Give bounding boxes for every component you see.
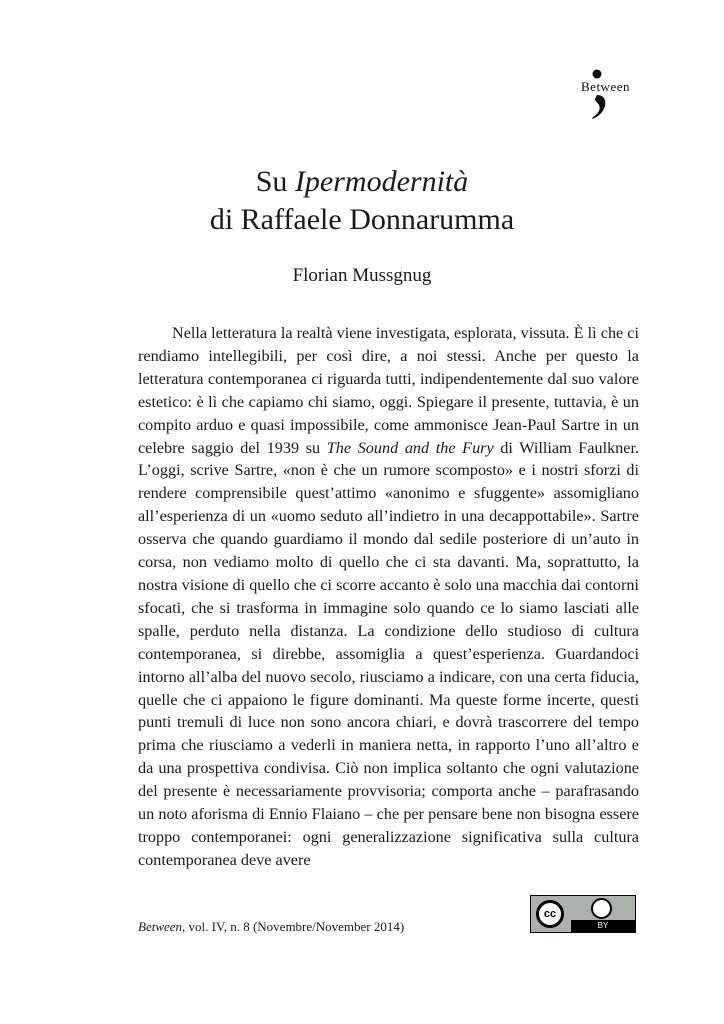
- author-name: Florian Mussgnug: [292, 265, 432, 286]
- article-title: [0, 163, 724, 239]
- journal-name: Between,: [138, 919, 186, 934]
- journal-logo: [576, 68, 642, 120]
- paragraph-text-1: Nella letteratura la realtà viene investigata, esplorata, vissuta. È lì che ci rendiamo intellegibili, per così dire, a noi stessi. Anche per questo la letteratura contemporanea ci riguarda tutti, indipendentemente dal suo valore estetico: è lì che capiamo chi siamo, oggi. Spiegare il presente, tuttavia, è un compito arduo e quasi impossibile, come ammonisce Jean-Paul Sartre in un celebre saggio del 1939 su: [138, 324, 639, 457]
- paragraph-text-2: di William Faulkner. L’oggi, scrive Sartre, «non è che un rumore scomposto» e i nostri sforzi di rendere comprensibile quest’attimo «anonimo e sfuggente» assomigliano all’esperienza di un «uomo seduto all’indietro in una decappottabile». Sartre osserva che quando guardiamo il mondo dal sedile posteriore di un’auto in corsa, non vediamo molto di quello che ci sta davanti. Ma, soprattutto, la nostra visione di quello che ci scorre accanto è solo una macchia dai contorni sfocati, che si trasforma in immagine solo quando ce lo siamo lasciati alle spalle, perduto nella distanza. La condizione dello studioso di cultura contemporanea, si direbbe, assomiglia a quest’esperienza. Guardandoci intorno all’alba del nuovo secolo, riusciamo a indicare, con una certa fiducia, quelle che ci appaiono le figure dominanti. Ma queste forme incerte, questi punti tremuli di luce non sono ancora chiari, e dovrà trascorrere del tempo prima che riusciamo a vederli in maniera netta, in rapporto l’uno all’altro e da una prospettiva condivisa. Ciò non implica soltanto che ogni valutazione del presente è necessariamente provvisoria; comporta anche – parafrasando un noto aforisma di Ennio Flaiano – che per pensare bene non bisogna essere troppo contemporanei: ogni generalizzazione significativa sulla cultura contemporanea deve avere: [138, 438, 639, 869]
- creative-commons-by-icon[interactable]: [530, 895, 636, 933]
- title-line-1: [0, 163, 724, 201]
- title-prefix: Su: [255, 165, 295, 198]
- by-strip: [571, 920, 635, 932]
- title-line-2: di Raffaele Donnarumma: [209, 203, 515, 236]
- title-italic: Ipermodernità: [294, 165, 469, 198]
- paragraph: [138, 322, 639, 872]
- journal-details: vol. IV, n. 8 (Novembre/November 2014): [185, 919, 405, 934]
- cc-circle-icon: cc: [536, 900, 564, 928]
- body-text: [138, 322, 639, 872]
- by-label: BY: [597, 921, 609, 930]
- attribution-person-icon: [591, 898, 612, 919]
- book-title: The Sound and the Fury: [326, 438, 494, 457]
- journal-citation: [138, 919, 404, 935]
- journal-logo-text: Between: [581, 79, 630, 94]
